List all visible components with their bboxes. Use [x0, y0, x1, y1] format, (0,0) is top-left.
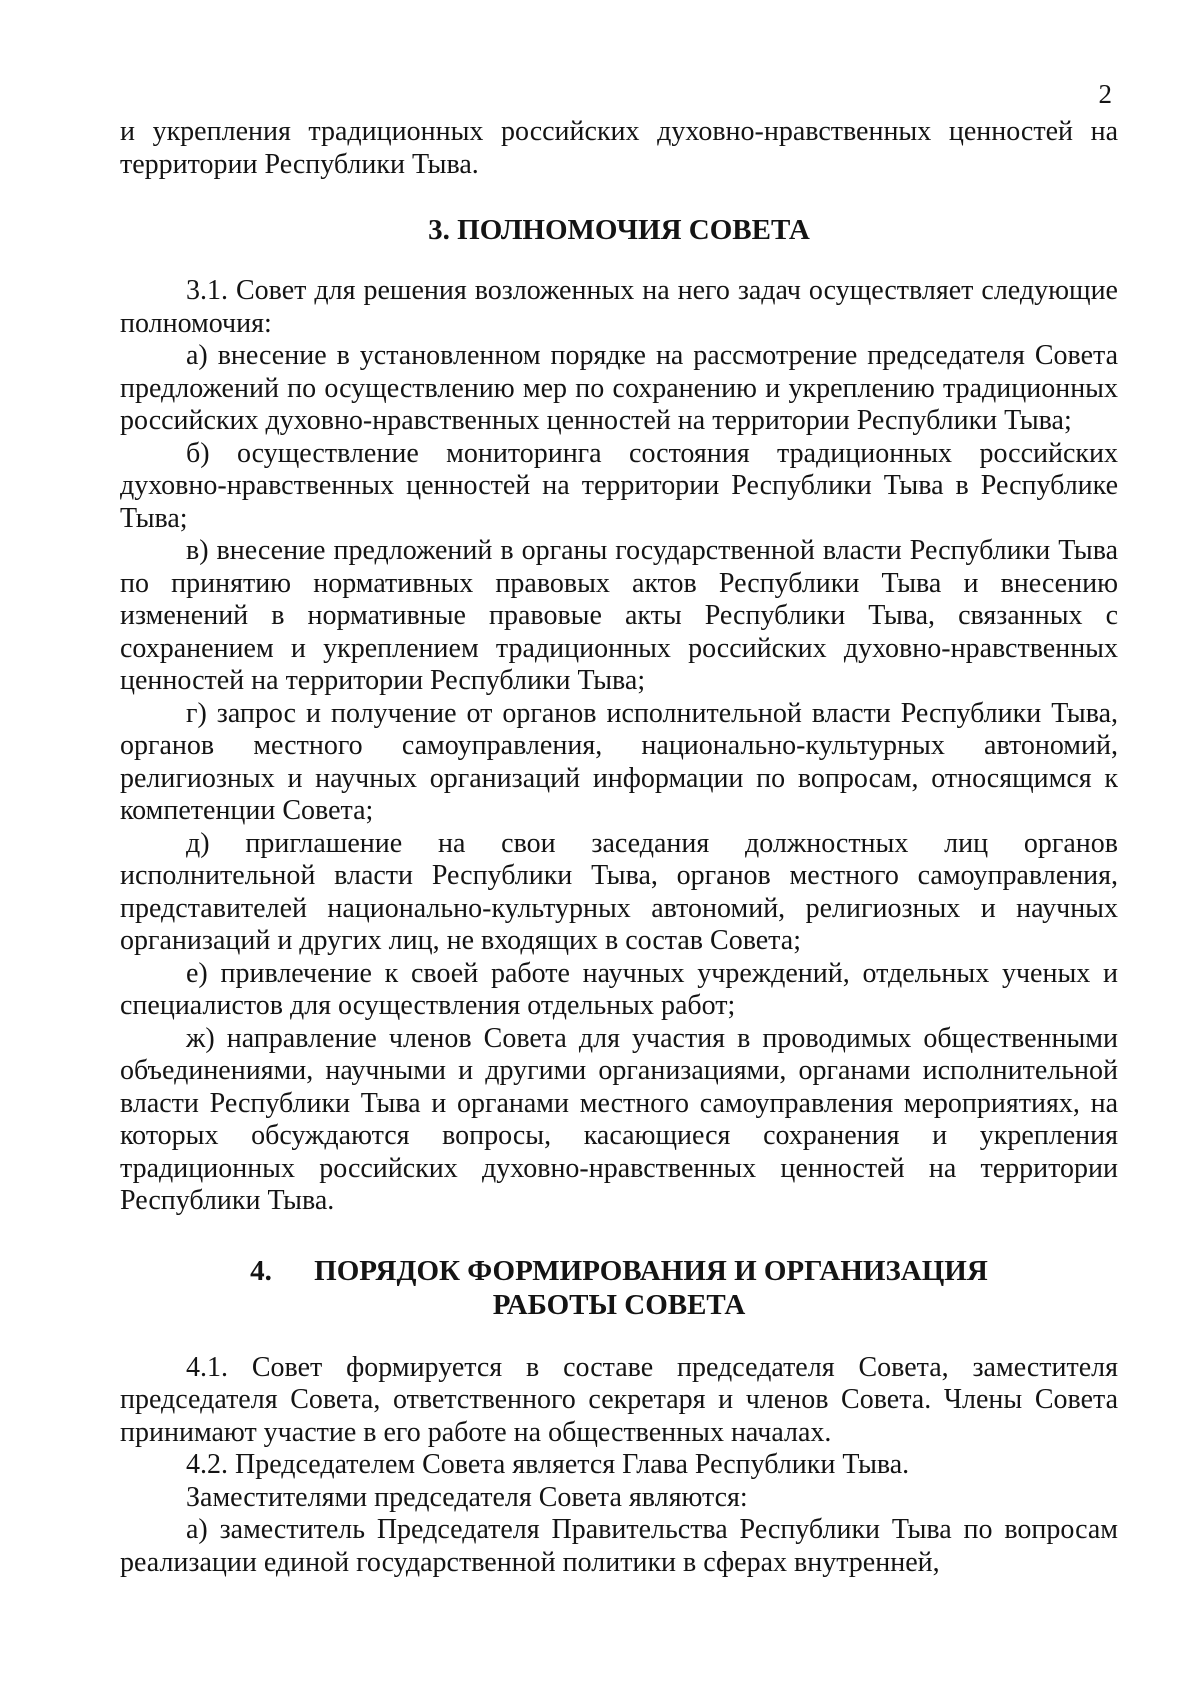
section-3-heading: 3. ПОЛНОМОЧИЯ СОВЕТА	[428, 214, 810, 246]
paragraph-3-1-v: в) внесение предложений в органы государственной власти Республики Тыва по принятию нормативных правовых актов Республики Тыва и внесению изменений в нормативные правовые акты Республики Тыва, связанных с сохранением и укреплением традиционных российских духовно-нравственных ценностей на территории Республики Тыва;	[120, 535, 1118, 696]
paragraph-3-1-a: а) внесение в установленном порядке на рассмотрение председателя Совета предложений по осуществлению мер по сохранению и укреплению традиционных российских духовно-нравственных ценностей на территории Республики Тыва;	[120, 340, 1118, 436]
document-body	[120, 116, 1118, 1579]
paragraph-3-1: 3.1. Совет для решения возложенных на него задач осуществляет следующие полномочия:	[120, 275, 1118, 339]
section-4-heading-line2: РАБОТЫ СОВЕТА	[492, 1288, 746, 1321]
paragraph-3-1-d: д) приглашение на свои заседания должностных лиц органов исполнительной власти Республики Тыва, органов местного самоуправления, представителей национально-культурных автономий, религиозных и научных организаций и других лиц, не входящих в состав Совета;	[120, 827, 1118, 956]
paragraph-3-1-zh: ж) направление членов Совета для участия в проводимых общественными объединениями, научными и другими организациями, органами исполнительной власти Республики Тыва и органами местного самоуправления мероприятиях, на которых обсуждаются вопросы, касающиеся сохранения и укрепления традиционных российских духовно-нравственных ценностей на территории Республики Тыва.	[120, 1022, 1118, 1216]
paragraph-4-2-a: а) заместитель Председателя Правительства Республики Тыва по вопросам реализации единой государственной политики в сферах внутренней,	[120, 1514, 1118, 1578]
section-4-number: 4.	[250, 1254, 272, 1287]
paragraph-3-1-b: б) осуществление мониторинга состояния традиционных российских духовно-нравственных ценностей на территории Республики Тыва в Республике Тыва;	[120, 437, 1118, 534]
paragraph-4-2: 4.2. Председателем Совета является Глава Республики Тыва.	[186, 1449, 910, 1480]
paragraph-4-1: 4.1. Совет формируется в составе председателя Совета, заместителя председателя Совета, ответственного секретаря и членов Совета. Члены Совета принимают участие в его работе на общественных началах.	[120, 1351, 1118, 1448]
section-4-heading-line1: ПОРЯДОК ФОРМИРОВАНИЯ И ОРГАНИЗАЦИЯ	[314, 1254, 988, 1287]
page-number: 2	[1098, 79, 1112, 109]
section-4-heading	[120, 1254, 1118, 1322]
intro-paragraph: и укрепления традиционных российских духовно-нравственных ценностей на территории Республики Тыва.	[120, 116, 1118, 180]
paragraph-deputies-intro: Заместителями председателя Совета являются:	[186, 1481, 748, 1513]
paragraph-3-1-e: е) привлечение к своей работе научных учреждений, отдельных ученых и специалистов для осуществления отдельных работ;	[120, 957, 1118, 1021]
paragraph-3-1-g: г) запрос и получение от органов исполнительной власти Республики Тыва, органов местного самоуправления, национально-культурных автономий, религиозных и научных организаций информации по вопросам, относящимся к компетенции Совета;	[120, 697, 1118, 826]
